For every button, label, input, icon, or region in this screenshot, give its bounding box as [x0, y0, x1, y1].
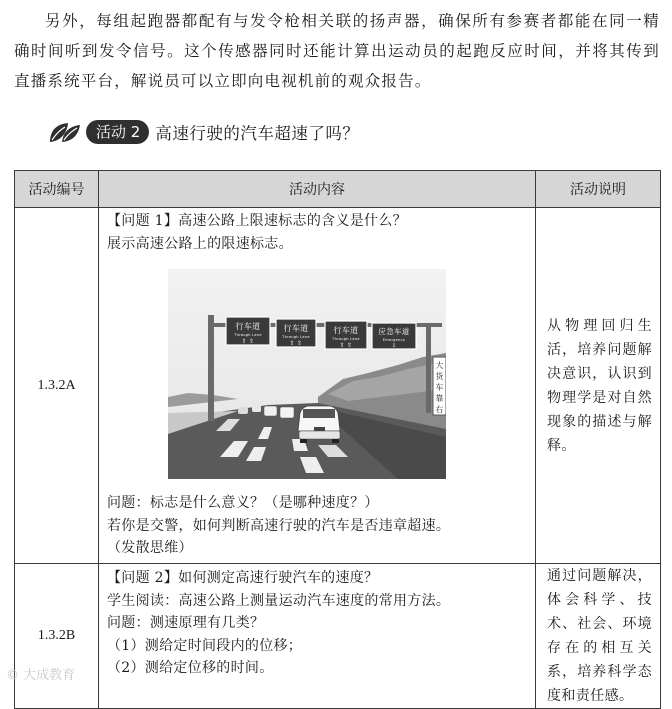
- activity-code: 1.3.2A: [15, 208, 99, 564]
- svg-text:行车道: 行车道: [283, 324, 309, 333]
- activity-note: 从物理回归生活，培养问题解决意识，认识到物理学是对自然现象的描述与解释。: [536, 208, 661, 564]
- header-code: 活动编号: [15, 171, 99, 208]
- svg-text:靠: 靠: [435, 394, 444, 403]
- header-note: 活动说明: [536, 171, 661, 208]
- content-line: 问题：测速原理有几类？: [107, 615, 265, 631]
- content-line: 若你是交警，如何判断高速行驶的汽车是否违章超速。: [107, 517, 451, 534]
- content-line: （1）测给定时间段内的位移；: [107, 637, 303, 654]
- content-line: （2）测给定位移的时间。: [107, 660, 274, 676]
- svg-text:应急车道: 应急车道: [378, 327, 410, 336]
- table-row: [15, 208, 661, 564]
- svg-text:货: 货: [435, 372, 444, 381]
- activity-badge: 活动 2: [86, 120, 149, 144]
- lane-sign-3: [325, 321, 367, 349]
- highway-photo: [168, 269, 446, 479]
- watermark: © 大成教育: [6, 668, 76, 683]
- svg-text:⇧ ⇧: ⇧ ⇧: [289, 340, 303, 347]
- svg-text:Emergency: Emergency: [382, 338, 406, 342]
- lane-sign-2: [276, 319, 316, 347]
- white-car: [298, 406, 340, 443]
- question-line: 【问题 2】如何测定高速行驶汽车的速度？: [107, 570, 379, 586]
- emergency-lane-sign: [372, 323, 416, 349]
- activity-code: 1.3.2B: [15, 564, 99, 709]
- svg-text:Through Lane: Through Lane: [282, 335, 310, 339]
- svg-text:Through Lane: Through Lane: [332, 337, 360, 341]
- svg-text:大: 大: [435, 361, 444, 370]
- svg-text:行车道: 行车道: [333, 326, 359, 335]
- table-row: [15, 564, 661, 709]
- header-content: 活动内容: [99, 171, 536, 208]
- content-line: 学生阅读：高速公路上测量运动汽车速度的常用方法。: [107, 592, 451, 609]
- activity-content: [99, 564, 536, 709]
- activity-title: 高速行驶的汽车超速了吗？: [155, 124, 360, 143]
- content-line: （发散思维）: [107, 540, 193, 556]
- svg-text:行车道: 行车道: [235, 322, 261, 331]
- svg-text:⇧ ⇧: ⇧ ⇧: [241, 338, 255, 345]
- activity-table: [14, 170, 661, 709]
- side-road-sign: [433, 357, 446, 415]
- table-header-row: [15, 171, 661, 208]
- activity-content: [99, 208, 536, 564]
- question-line: 【问题 1】高速公路上限速标志的含义是什么？: [107, 213, 407, 229]
- svg-text:右: 右: [435, 405, 444, 414]
- question-line: 问题：标志是什么意义？（是哪种速度？）: [107, 495, 379, 511]
- intro-paragraph: 另外，每组起跑器都配有与发令枪相关联的扬声器，确保所有参赛者都能在同一精确时间听到发令信号。这个传感器同时还能计算出运动员的起跑反应时间，并将其传到直播系统平台，解说员可以立即向电视机前的观众报告。: [14, 12, 660, 90]
- highway-scene: [168, 269, 446, 479]
- svg-text:车: 车: [435, 383, 444, 392]
- svg-text:⇩: ⇩: [391, 343, 397, 349]
- activity-heading: [48, 118, 359, 146]
- leaf-icon: [48, 120, 82, 144]
- lane-sign-1: [226, 317, 270, 345]
- svg-text:Through Lane: Through Lane: [234, 333, 262, 337]
- activity-note: 通过问题解决，体会科学、技术、社会、环境存在的相互关系，培养科学态度和责任感。: [536, 564, 661, 709]
- svg-text:⇧ ⇧: ⇧ ⇧: [339, 342, 353, 349]
- content-line: 展示高速公路上的限速标志。: [107, 235, 293, 252]
